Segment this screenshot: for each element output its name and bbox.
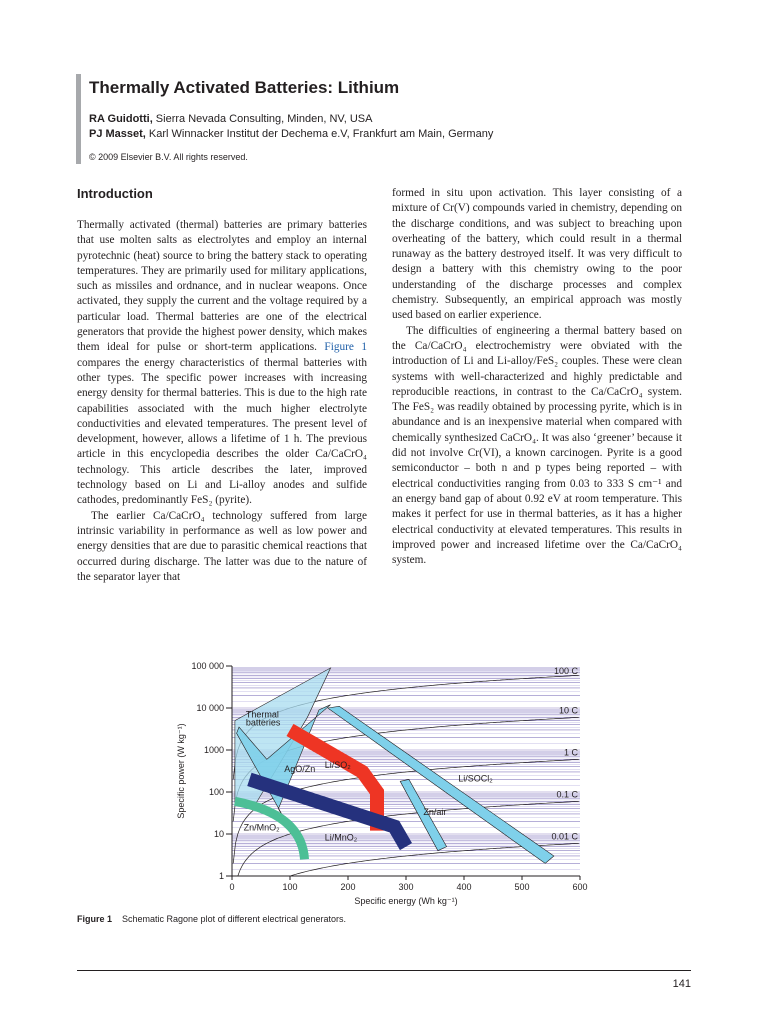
- ragone-chart: [170, 656, 600, 906]
- x-tick-label: 100: [282, 882, 298, 892]
- x-tick-label: 400: [456, 882, 472, 892]
- label-li-mno2: Li/MnO₂: [324, 832, 358, 843]
- author-1: [89, 112, 709, 127]
- x-tick-label: 200: [340, 882, 356, 892]
- rate-label: 0.1 C: [556, 789, 578, 800]
- figure-caption: [77, 914, 677, 924]
- author-2: [89, 127, 709, 142]
- author-1-name: RA Guidotti,: [89, 113, 153, 125]
- rate-label: 10 C: [558, 705, 578, 716]
- ragone-chart-svg: [170, 656, 600, 906]
- label-li-so2: Li/SO₂: [324, 760, 351, 771]
- x-axis-label: Specific energy (Wh kg⁻¹): [354, 896, 458, 906]
- y-tick-label: 1: [218, 871, 224, 881]
- rate-label: 1 C: [563, 747, 578, 758]
- paragraph-3: formed in situ upon activation. This layer consisting of a mixture of Cr(V) compounds varied in chemistry, depending on the discharge conditions, and was subject to breaching upon overheating of the battery, which could result in a thermal runaway as the battery destroyed itself. It was very difficult to design a battery with this chemistry owing to the poor understanding of the discharge processes and complex chemistry. Subsequently, an empirical approach was mostly used based on earlier experience.: [392, 187, 682, 322]
- y-axis-label: Specific power (W kg⁻¹): [176, 723, 186, 819]
- left-column: [77, 186, 367, 585]
- paragraph-2: The earlier Ca/CaCrO₄ technology suffered from large intrinsic variability in performance as well as low power and energy densities that are due to parasitic chemical reactions that occurred during discharge. The latter was due to the nature of the separator layer that: [77, 509, 367, 583]
- paragraph-1-text-a: Thermally activated (thermal) batteries are primary batteries that use molten salts as electrolytes and employ an internal pyrotechnic (heat) source to bring the battery stack to operating temperatures. They are primarily used for military applications, such as missiles and ordnance, and in nuclear weapons. Once activated, they supply the current and the voltage required by a particular load. Thermal batteries are one of the electrical generators that provide the highest power density, which makes them ideal for pulse or short-term applications.: [77, 219, 367, 354]
- y-tick-label: 10: [213, 829, 224, 839]
- paragraph-1-text-b: compares the energy characteristics of thermal batteries with other types. The specific power increases with increasing energy density for thermal batteries. This is due to the high rate capabilities associated with the much higher electrolyte conductivities and elevated temperatures. The present level of development, however, allows a lifetime of 1 h. The previous article in this encyclopedia describes the older Ca/CaCrO₄ technology. This article describes the later, improved technology based on Li and Li-alloy anodes and sulfide cathodes, predominantly FeS₂ (pyrite).: [77, 356, 367, 507]
- right-column: [392, 186, 682, 568]
- y-tick-label: 10 000: [196, 703, 224, 713]
- rate-label: 100 C: [553, 666, 578, 676]
- label-ago-zn: AgO/Zn: [284, 763, 316, 774]
- label-li-socl2: Li/SOCl₂: [458, 773, 493, 784]
- section-heading-introduction: Introduction: [77, 186, 153, 201]
- figure-caption-text: Schematic Ragone plot of different electrical generators.: [122, 914, 346, 924]
- x-tick-label: 0: [229, 882, 235, 892]
- page-number: 141: [672, 978, 691, 990]
- figure-1-link[interactable]: Figure 1: [324, 341, 367, 354]
- paragraph-1: [77, 218, 367, 509]
- author-1-affiliation: Sierra Nevada Consulting, Minden, NV, USA: [152, 113, 373, 125]
- y-tick-label: 1000: [203, 745, 224, 755]
- label-zn-air: Zn/air: [423, 807, 447, 818]
- footer-rule: [77, 970, 691, 971]
- label-batteries: batteries: [245, 717, 281, 728]
- author-2-name: PJ Masset,: [89, 128, 146, 140]
- paragraph-4: The difficulties of engineering a thermal battery based on the Ca/CaCrO₄ electrochemistry were obviated with the introduction of Li and Li-alloy/FeS₂ couples. These were clean systems with well-characterized and highly predictable and reproducible reactions, in contrast to the Ca/CaCrO₄ system. The FeS₂ was readily obtained by processing pyrite, which is in abundance and is an inexpensive material when compared with chemically synthesized CaCrO₄. It was also ‘greener’ because it did not involve Cr(VI), a known carcinogen. Pyrite is a good semiconductor – both n and p types being reported – with electrical conductivities ranging from 0.03 to 333 S cm⁻¹ and an energy band gap of about 0.92 eV at room temperature. This makes it perfect for use in thermal batteries, as it has a higher electrical conductivity at elevated temperatures. This results in improved power and increased lifetime over the Ca/CaCrO₄ system.: [392, 324, 682, 567]
- x-tick-label: 500: [514, 882, 530, 892]
- y-tick-label: 100: [208, 787, 224, 797]
- copyright: © 2009 Elsevier B.V. All rights reserved.: [89, 152, 248, 162]
- article-title: Thermally Activated Batteries: Lithium: [89, 78, 400, 97]
- rate-label: 0.01 C: [551, 831, 578, 842]
- author-2-affiliation: Karl Winnacker Institut der Dechema e.V, Frankfurt am Main, Germany: [145, 128, 494, 140]
- figure-label: Figure 1: [77, 914, 113, 924]
- label-thermal: Thermal: [245, 709, 279, 720]
- x-tick-label: 600: [572, 882, 588, 892]
- x-tick-label: 300: [398, 882, 414, 892]
- y-tick-label: 100 000: [191, 661, 224, 671]
- label-zn-mno2: Zn/MnO₂: [243, 822, 280, 833]
- article-header: [76, 74, 709, 164]
